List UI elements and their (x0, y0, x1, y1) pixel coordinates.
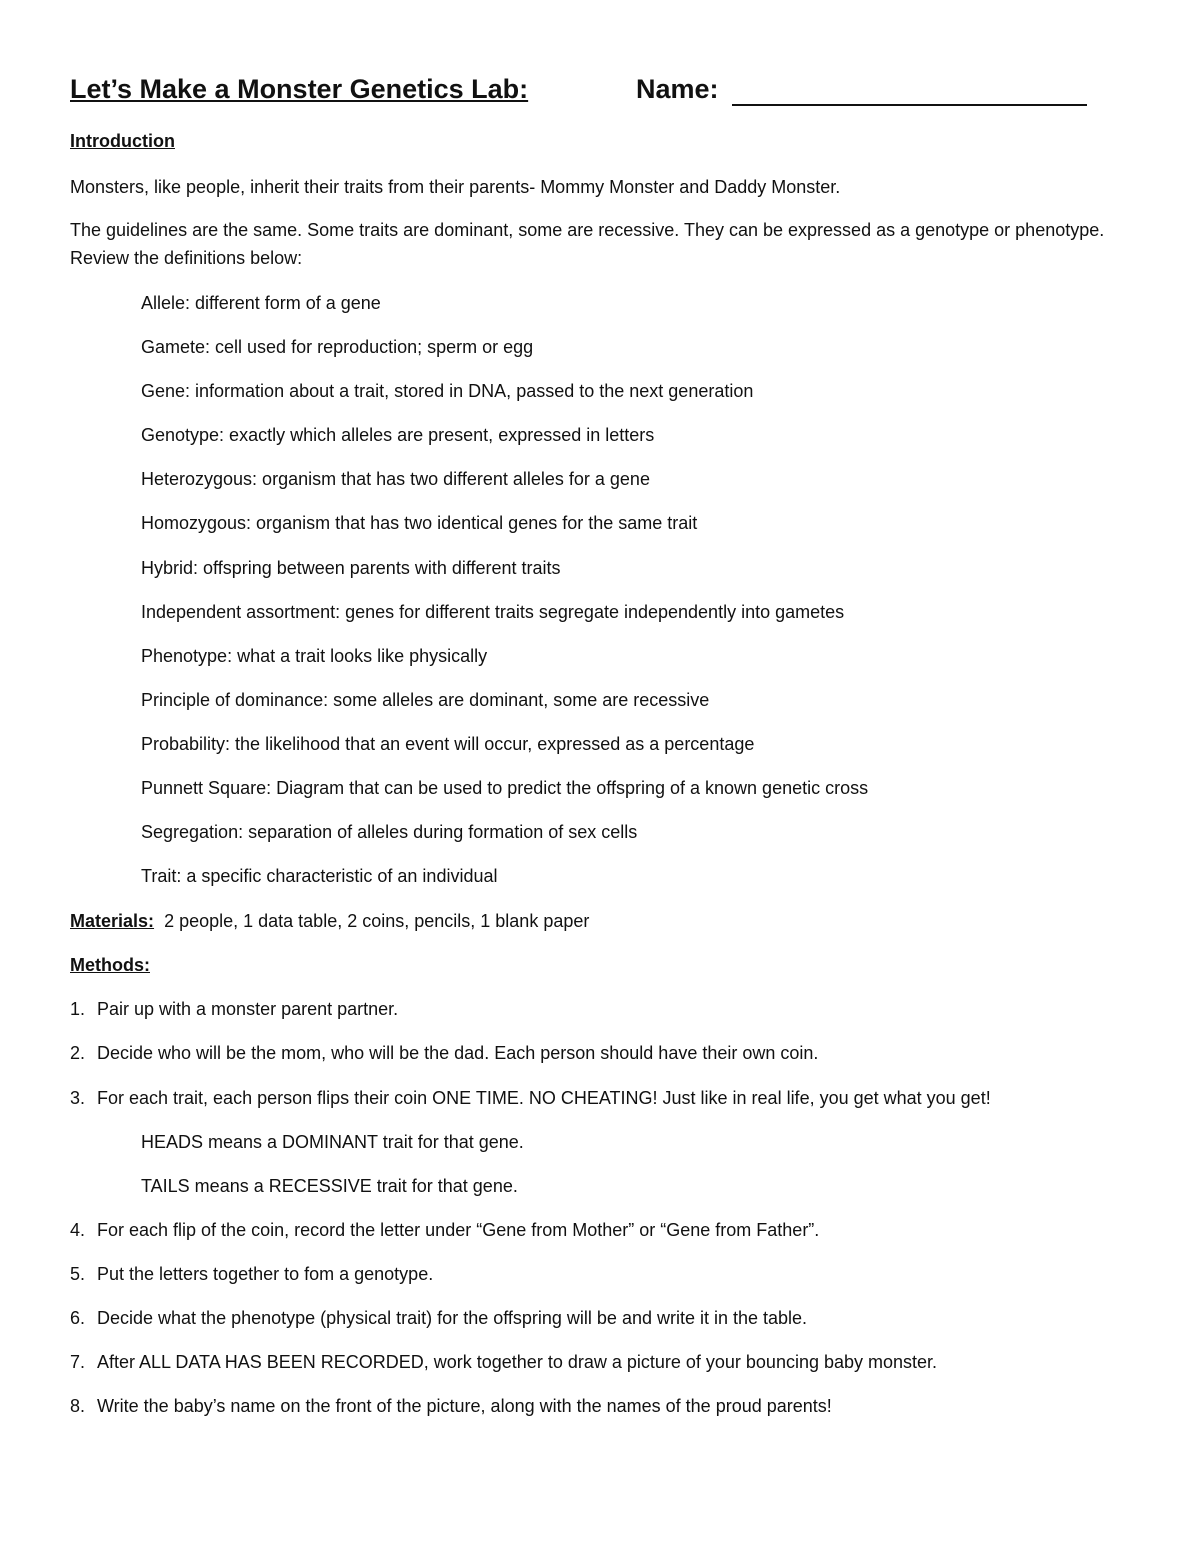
method-step (70, 1307, 807, 1329)
definition-heterozygous: Heterozygous: organism that has two different alleles for a gene (141, 469, 650, 489)
definition-principle-of-dominance: Principle of dominance: some alleles are dominant, some are recessive (141, 690, 710, 710)
name-blank-line[interactable] (732, 104, 1087, 106)
methods-heading: Methods: (70, 955, 150, 975)
method-step (70, 1351, 937, 1373)
step-number: 8. (70, 1396, 86, 1416)
step-number: 2. (70, 1043, 86, 1063)
title-row (70, 74, 1110, 114)
step-number: 3. (70, 1088, 86, 1108)
tails-note: TAILS means a RECESSIVE trait for that gene. (141, 1176, 518, 1196)
definition-genotype: Genotype: exactly which alleles are present, expressed in letters (141, 425, 655, 445)
definition-probability: Probability: the likelihood that an event will occur, expressed as a percentage (141, 734, 755, 754)
definition-gene: Gene: information about a trait, stored in DNA, passed to the next generation (141, 381, 754, 401)
method-step (70, 998, 398, 1020)
materials-section (70, 910, 589, 932)
name-label: Name: (636, 74, 719, 104)
step-number: 6. (70, 1308, 86, 1328)
definition-phenotype: Phenotype: what a trait looks like physically (141, 646, 488, 666)
step-text: Write the baby’s name on the front of the picture, along with the names of the proud parents! (97, 1396, 832, 1416)
materials-heading: Materials: (70, 911, 155, 931)
step-text: Pair up with a monster parent partner. (97, 999, 399, 1019)
step-number: 5. (70, 1264, 86, 1284)
step-number: 1. (70, 999, 86, 1019)
definition-gamete: Gamete: cell used for reproduction; sperm or egg (141, 337, 534, 357)
method-step (70, 1263, 433, 1285)
step-text: After ALL DATA HAS BEEN RECORDED, work together to draw a picture of your bouncing baby monster. (97, 1352, 938, 1372)
step-text: For each flip of the coin, record the letter under “Gene from Mother” or “Gene from Father”. (97, 1220, 820, 1240)
method-step (70, 1395, 832, 1417)
definition-segregation: Segregation: separation of alleles during formation of sex cells (141, 822, 638, 842)
step-text: Decide what the phenotype (physical trait) for the offspring will be and write it in the table. (97, 1308, 808, 1328)
step-text: For each trait, each person flips their coin ONE TIME. NO CHEATING! Just like in real life, you get what you get! (97, 1088, 991, 1108)
definition-punnett-square: Punnett Square: Diagram that can be used to predict the offspring of a known genetic cross (141, 778, 869, 798)
method-step (70, 1219, 819, 1241)
definition-homozygous: Homozygous: organism that has two identical genes for the same trait (141, 513, 698, 533)
step-text: Decide who will be the mom, who will be the dad. Each person should have their own coin. (97, 1043, 819, 1063)
step-text: Put the letters together to fom a genotype. (97, 1264, 434, 1284)
step-number: 4. (70, 1220, 86, 1240)
method-step (70, 1087, 991, 1109)
heads-note: HEADS means a DOMINANT trait for that gene. (141, 1132, 524, 1152)
step-number: 7. (70, 1352, 86, 1372)
definition-allele: Allele: different form of a gene (141, 293, 381, 313)
materials-text: 2 people, 1 data table, 2 coins, pencils, 1 blank paper (164, 911, 590, 931)
introduction-heading: Introduction (70, 131, 175, 151)
page-title: Let’s Make a Monster Genetics Lab: (70, 74, 529, 104)
introduction-paragraph-2: The guidelines are the same. Some traits are dominant, some are recessive. They can be expressed as a genotype or phenotype. Review the definitions below: (70, 220, 1105, 268)
definition-hybrid: Hybrid: offspring between parents with different traits (141, 558, 561, 578)
definition-trait: Trait: a specific characteristic of an individual (141, 866, 498, 886)
definition-independent-assortment: Independent assortment: genes for different traits segregate independently into gametes (141, 602, 845, 622)
method-step (70, 1042, 818, 1064)
introduction-paragraph-1: Monsters, like people, inherit their traits from their parents- Mommy Monster and Daddy Monster. (70, 177, 841, 197)
